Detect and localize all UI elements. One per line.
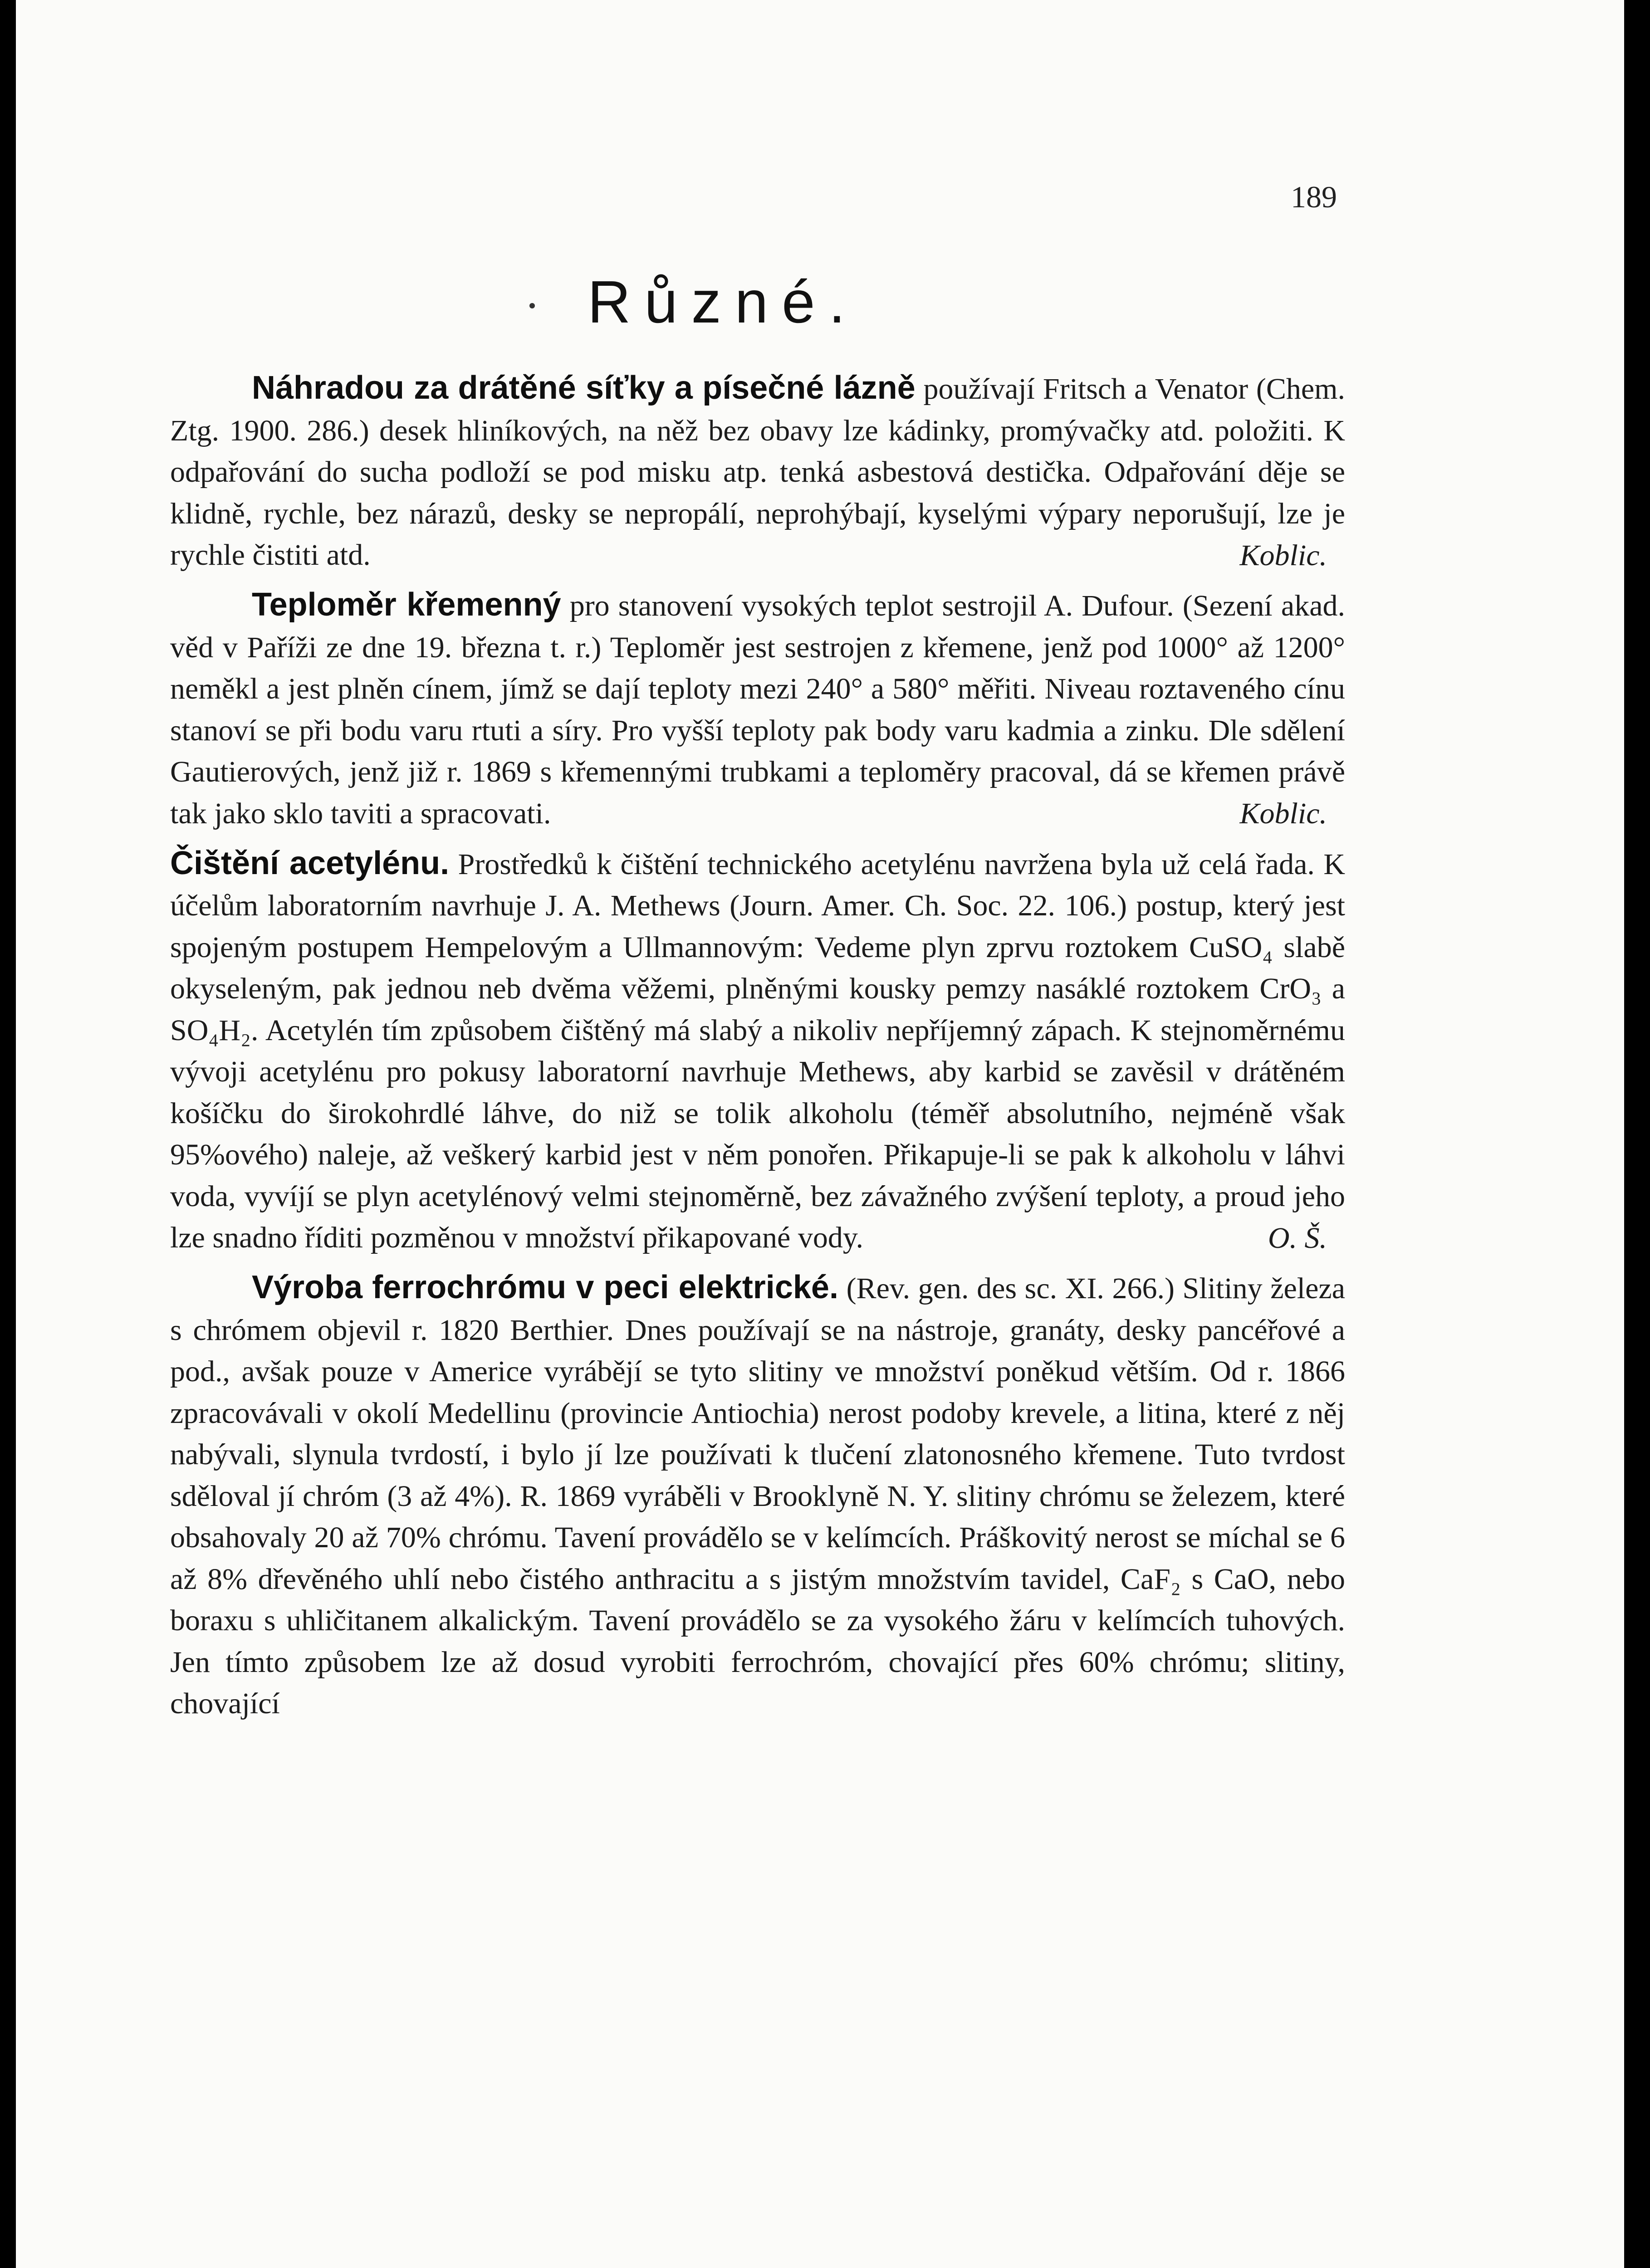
- article-wire-gauze: [170, 367, 1345, 576]
- article-signature: Koblic.: [1239, 797, 1327, 830]
- article-signature: Koblic.: [1239, 538, 1327, 572]
- article-title: Čištění acetylénu.: [170, 845, 450, 881]
- text-column: [170, 367, 1345, 1733]
- document-page: [16, 0, 1624, 2268]
- article-title: Teploměr křemenný: [252, 587, 561, 623]
- article-title: Výroba ferrochrómu v peci elektrické.: [252, 1269, 838, 1305]
- article-body: pro stanovení vysokých teplot sestrojil A. Dufour. (Sezení akad. věd v Paříži ze dne 19. března t. r.) Teploměr jest sestrojen z křemene, jenž pod 1000° až 1200° neměkl a jest plněn cínem, jímž se dají teploty mezi 240° a 580° měřiti. Niveau roztaveného cínu stanoví se při bodu varu rtuti a síry. Pro vyšší teploty pak body varu kadmia a zinku. Dle sdělení Gautierových, jenž již r. 1869 s křemennými trubkami a teploměry pracoval, dá se křemen právě tak jako sklo taviti a spracovati.: [170, 589, 1345, 830]
- heading-dot: [529, 303, 535, 308]
- article-body: (Rev. gen. des sc. XI. 266.) Slitiny železa s chrómem objevil r. 1820 Berthier. Dnes používají se na nástroje, granáty, desky pancéřové a pod., avšak pouze v Americe vyrábějí se tyto slitiny ve množství poněkud větším. Od r. 1866 zpracovávali v okolí Medellinu (provincie Antiochia) nerost podoby krevele, a litina, které z něj nabývali, slynula tvrdostí, i bylo jí lze používati k tlučení zlatonosného křemene. Tuto tvrdost sděloval jí chróm (3 až 4%). R. 1869 vyráběli v Brooklyně N. Y. slitiny chrómu se železem, které obsahovaly 20 až 70% chrómu. Tavení provádělo se v kelímcích. Práškovitý nerost se míchal se 6 až 8% dřevěného uhlí nebo čistého anthracitu a s jistým množstvím tavidel, CaF₂ s CaO, nebo boraxu s uhličitanem alkalickým. Tavení provádělo se za vysokého žáru v kelímcích tuhových. Jen tímto způsobem lze až dosud vyrobiti ferrochróm, chovající přes 60% chrómu; slitiny, chovající: [170, 1272, 1346, 1720]
- article-title: Náhradou za drátěné síťky a písečné lázně: [252, 370, 916, 406]
- article-body: používají Fritsch a Venator (Chem. Ztg. 1900. 286.) desek hliníkových, na něž bez obavy lze kádinky, promývačky atd. položiti. K odpařování do sucha podloží se pod misku atp. tenká asbestová destička. Odpařování děje se klidně, rychle, bez nárazů, desky se nepropálí, neprohýbají, kyselými výpary neporušují, lze je rychle čistiti atd.: [170, 372, 1346, 572]
- article-body: Prostředků k čištění technického acetylénu navržena byla už celá řada. K účelům laboratorním navrhuje J. A. Methews (Journ. Amer. Ch. Soc. 22. 106.) postup, který jest spojeným postupem Hempelovým a Ullmannovým: Vedeme plyn zprvu roztokem CuSO₄ slabě okyseleným, pak jednou neb dvěma věžemi, plněnými kousky pemzy nasáklé roztokem CrO₃ a SO₄H₂. Acetylén tím způsobem čištěný má slabý a nikoliv nepříjemný zápach. K stejnoměrnému vývoji acetylénu pro pokusy laboratorní navrhuje Methews, aby karbid se zavěsil v drátěném košíčku do širokohrdlé láhve, do niž se tolik alkoholu (téměř absolutního, nejméně však 95%ového) naleje, až veškerý karbid jest v něm ponořen. Přikapuje-li se pak k alkoholu v láhvi voda, vyvíjí se plyn acetylénový velmi stejnoměrně, bez závažného zvýšení teploty, a proud jeho lze snadno říditi pozměnou v množství přikapované vody.: [170, 847, 1345, 1254]
- article-quartz-thermometer: [170, 584, 1345, 835]
- page-number: 189: [1291, 180, 1337, 214]
- article-signature: O. Š.: [1268, 1221, 1327, 1255]
- article-acetylene: [170, 843, 1345, 1259]
- article-ferrochrome: [170, 1267, 1345, 1725]
- section-heading: Různé.: [588, 269, 859, 335]
